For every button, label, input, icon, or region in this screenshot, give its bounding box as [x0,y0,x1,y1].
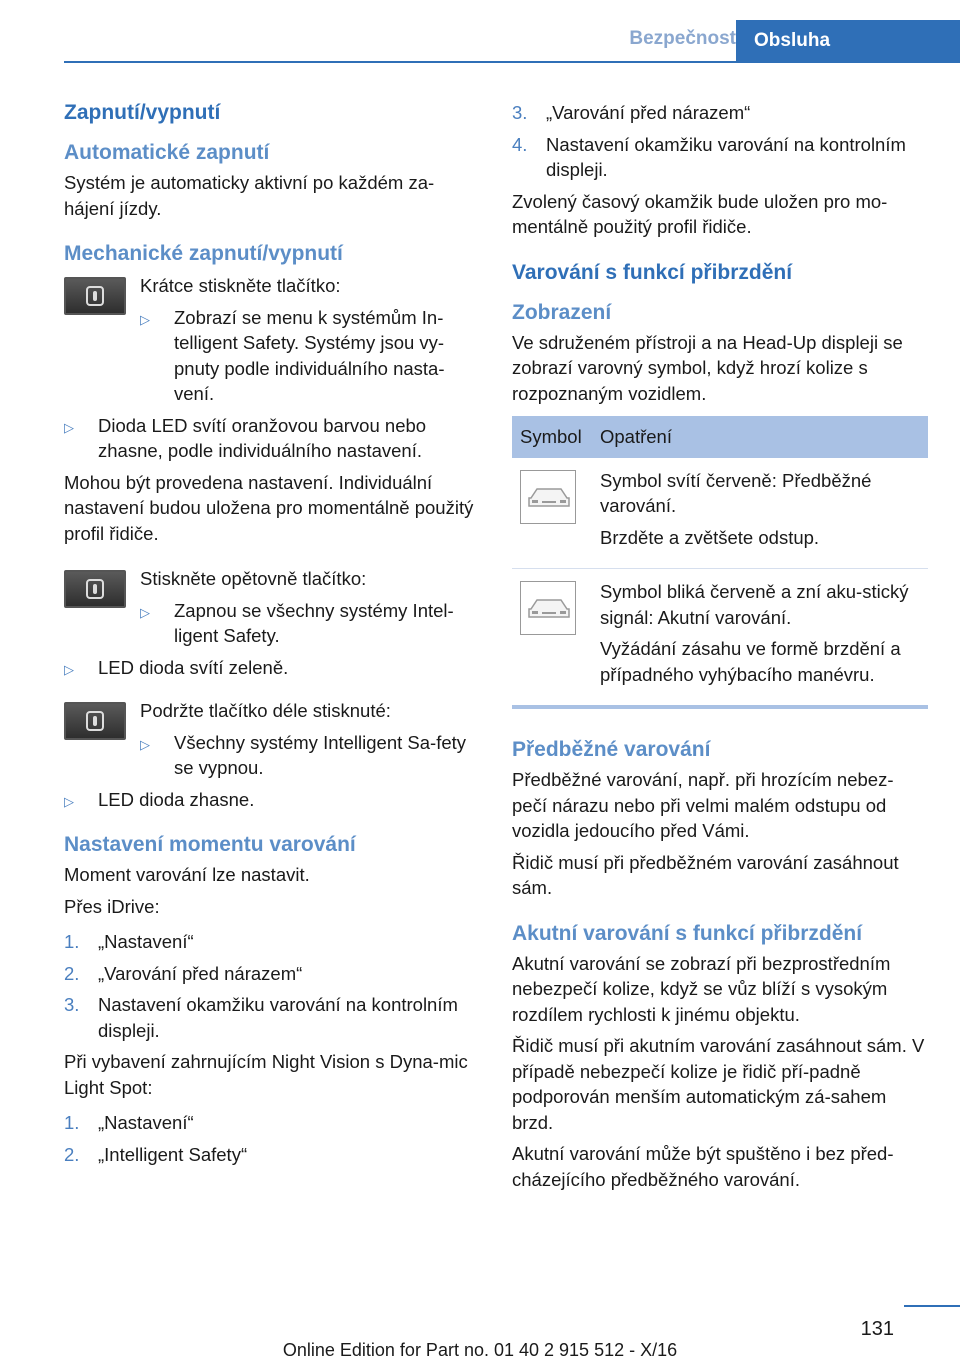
list-item: 4. Nastavení okamžiku varování na kontrolním displeji. [512,133,906,180]
list-item: 3. „Varování před nárazem“ [512,102,751,123]
triangle-bullet-icon: ▷ [64,419,74,435]
list-item: ▷ LED dioda svítí zeleně. [64,655,479,681]
section-title: Zapnutí/vypnutí [64,101,221,124]
paragraph: Zvolený časový okamžik bude uložen pro mo-mentálně použitý profil řidiče. [512,190,888,237]
paragraph: Akutní varování může být spuštěno i bez před-cházejícího předběžného varování. [512,1143,894,1190]
header-rule [64,61,960,63]
paragraph: Řidič musí při akutním varování zasáhnout sám. V případě nebezpečí kolize je řidič pří-padně podporován menším automatickým zá-sahem brzd. [512,1035,925,1133]
right-column [512,100,928,1198]
paragraph: Přes iDrive: [64,895,160,917]
instruction-text: Krátce stiskněte tlačítko: [140,275,341,296]
safety-button-icon [86,711,104,731]
table-cell: Brzděte a zvětšete odstup. [600,526,820,548]
car-warning-icon [520,470,576,524]
instruction-text: Podržte tlačítko déle stisknuté: [140,700,391,721]
subsection-heading: Nastavení momentu varování [64,833,356,856]
footer-rule [904,1305,960,1307]
triangle-bullet-icon: ▷ [140,311,150,327]
safety-button-icon [86,286,104,306]
table-row [512,569,928,708]
page-header [0,0,960,62]
paragraph: Předběžné varování, např. při hrozícím nebez-pečí nárazu nebo při velmi malém odstupu od vozidla jedoucího před Vámi. [512,769,894,841]
list-item: ▷ Všechny systémy Intelligent Sa-fety se vypnou. [140,731,467,778]
table-cell: Symbol bliká červeně a zní aku-stický signál: Akutní varování. [600,581,909,628]
list-item: 1. „Nastavení“ [64,1112,194,1133]
tab-obsluha[interactable]: Obsluha [736,20,960,62]
list-item: ▷ Zobrazí se menu k systémům In-telligent Safety. Systémy jsou vy-pnuty podle individuálního nasta-vení. [140,306,445,404]
list-item: 2. „Varování před nárazem“ [64,962,303,984]
paragraph: Mohou být provedena nastavení. Individuální nastavení budou uložena pro momentálně použitý profil řidiče. [64,471,474,544]
table-cell: Vyžádání zásahu ve formě brzdění a případného vyhýbacího manévru. [600,638,901,685]
subsection-heading: Předběžné varování [512,738,711,761]
symbol-table [512,416,928,709]
list-item: 2. „Intelligent Safety“ [64,1143,248,1165]
paragraph: Ve sdruženém přístroji a na Head-Up displeji se zobrazí varovný symbol, když hrozí kolize s rozpoznaným vozidlem. [512,331,903,404]
paragraph: Moment varování lze nastavit. [64,864,310,885]
button-instruction [64,273,479,413]
subsection-heading: Mechanické zapnutí/vypnutí [64,242,343,265]
paragraph: Systém je automaticky aktivní po každém za-hájení jízdy. [64,172,435,219]
button-instruction [64,698,479,787]
tab-bezpecnost[interactable]: Bezpečnost [629,28,736,49]
list-item: ▷ LED dioda zhasne. [64,787,479,813]
list-item: ▷ Dioda LED svítí oranžovou barvou nebo zhasne, podle individuálního nastavení. [64,414,427,461]
car-warning-icon [520,581,576,635]
triangle-bullet-icon: ▷ [140,604,150,620]
table-cell: Symbol svítí červeně: Předběžné varování. [600,469,872,516]
safety-button-icon [86,579,104,599]
subsection-heading: Automatické zapnutí [64,141,270,164]
triangle-bullet-icon: ▷ [64,793,74,809]
button-instruction [64,566,479,655]
page-number: 131 [860,1318,894,1340]
paragraph: Řidič musí při předběžném varování zasáhnout sám. [512,851,899,898]
control-button-image [64,566,128,608]
control-button-image [64,698,128,740]
list-item: 1. „Nastavení“ [64,931,194,952]
triangle-bullet-icon: ▷ [140,736,150,752]
table-header-symbol: Symbol [512,416,592,458]
edition-footer: Online Edition for Part no. 01 40 2 915 512 - X/16 [282,1340,678,1360]
section-title: Varování s funkcí přibrzdění [512,260,793,284]
list-item: ▷ Zapnou se všechny systémy Intel-ligent Safety. [140,599,454,646]
triangle-bullet-icon: ▷ [64,661,74,677]
paragraph: Při vybavení zahrnujícím Night Vision s Dyna-mic Light Spot: [64,1051,468,1098]
control-button-image [64,273,128,315]
instruction-text: Stiskněte opětovně tlačítko: [140,568,367,589]
list-item: 3. Nastavení okamžiku varování na kontrolním displeji. [64,994,458,1041]
table-row [512,458,928,569]
paragraph: Akutní varování se zobrazí při bezprostředním nebezpečí kolize, když se vůz blíží s vysokým rozdílem rychlosti k jinému objektu. [512,952,891,1025]
subsection-heading: Akutní varování s funkcí přibrzdění [512,921,863,945]
subsection-heading: Zobrazení [512,300,612,324]
table-header-action: Opatření [592,416,928,458]
left-column [64,100,479,1173]
